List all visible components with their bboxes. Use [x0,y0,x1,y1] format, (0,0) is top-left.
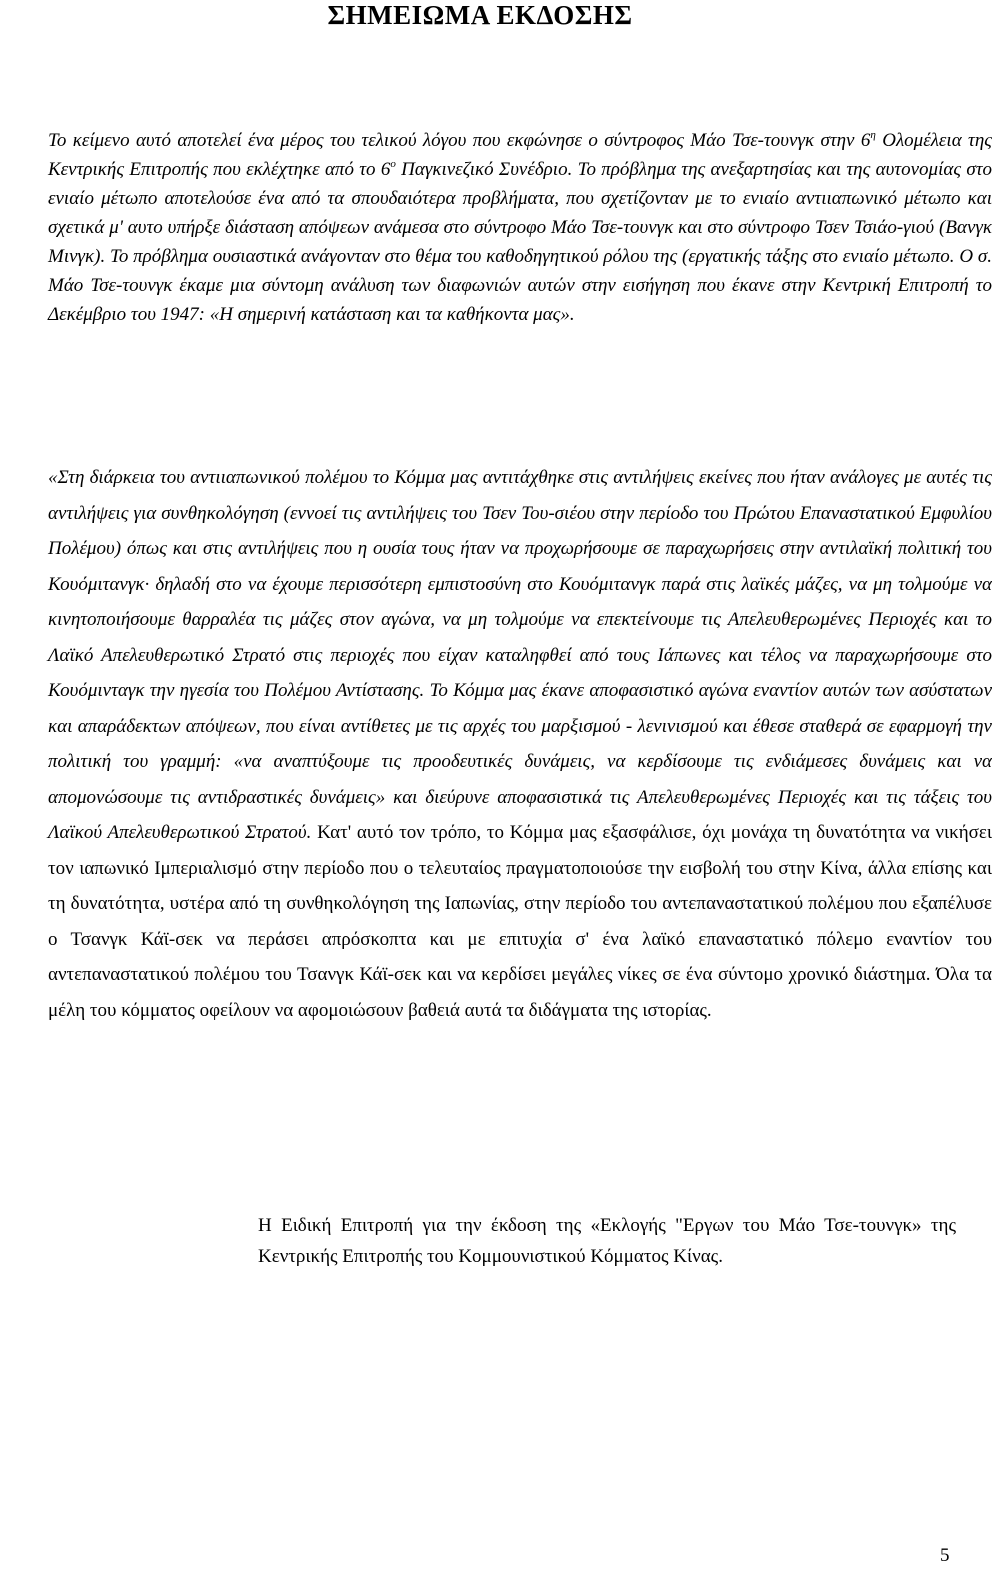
quote-text-italic: «Στη διάρκεια του αντιιαπωνικού πολέμου το Κόμμα μας αντιτάχθηκε στις αντιλήψεις εκείνες που ήταν ανάλογες με αυτές τις αντιλήψεις για συνθηκολόγηση (εννοεί τις αντιλήψεις του Τσεν Του-σιέου στην περίοδο του Πρώτου Επαναστατικού Εμφυλίου Πολέμου) όπως και στις αντιλήψεις που η ουσία τους ήταν να προχωρήσουμε σε παραχωρήσεις στην αντιλαϊκή πολιτική του Κουόμιτανγκ· δηλαδή στο να έχουμε περισσότερη εμπιστοσύνη στο Κουόμιτανγκ παρά στις λαϊκές μάζες, να μη τολμούμε να κινητοποιήσουμε θαρραλέα τις μάζες στον αγώνα, να μη τολμούμε να επεκτείνουμε τις Απελευθερωμένες Περιοχές και το Λαϊκό Απελευθερωτικό Στρατό στις περιοχές που είχαν καταληφθεί από τους Ιάπωνες και τέλος να παραχωρήσουμε στο Κουόμινταγκ την ηγεσία του Πολέμου Αντίστασης. Το Κόμμα μας έκανε αποφασιστικό αγώνα εναντίον αυτών των ασύστατων και απαράδεκτων απόψεων, που είναι αντίθετες με τις αρχές του μαρξισμού - λενινισμού και έθεσε σταθερά σε εφαρμογή την πολιτική του γραμμή: «να αναπτύξουμε τις προοδευτικές δυνάμεις, να κερδίσουμε τις ενδιάμεσες δυνάμεις και να απομονώσουμε τις αντιδραστικές δυνάμεις» και διεύρυνε αποφασιστικά τις Απελευθερωμένες Περιοχές και τις τάξεις του Λαϊκού Απελευθερωτικού Στρατού. [48,467,992,843]
quote-text-upright: Κατ' αυτό τον τρόπο, το Κόμμα μας εξασφάλισε, όχι μονάχα τη δυνατότητα να νικήσει τον ιαπωνικό Ιμπεριαλισμό στην περίοδο που ο τελευταίος πραγματοποιούσε την εισβολή του στην Κίνα, άλλα επίσης και τη δυνατότητα, υστέρα από τη συνθηκολόγηση της Ιαπωνίας, στην περίοδο του αντεπαναστατικού πολέμου που εξαπέλυσε ο Τσανγκ Κάϊ-σεκ να περάσει απρόσκοπτα και με επιτυχία σ' ένα λαϊκό επαναστατικό πόλεμο εναντίον του αντεπαναστατικού πολέμου του Τσανγκ Κάϊ-σεκ και να κερδίσει μεγάλες νίκες σε ένα σύντομο χρονικό διάστημα. Όλα τα μέλη του κόμματος οφείλουν να αφομοιώσουν βαθειά αυτά τα διδάγματα της ιστορίας. [48,822,992,1021]
intro-paragraph [8,126,992,329]
intro-superscript-2: ο [390,158,396,170]
intro-text-part3: Παγκινεζικό Συνέδριο. Το πρόβλημα της ανεξαρτησίας και της αυτονομίας στο ενιαίο μέτωπο αποτελούσε ένα από τα σπουδαιότερα προβλήματα, που σχετίζονταν με το ενιαίο αντιιαπωνικό μέτωπο και σχετικά μ' αυτο υπήρξε διάσταση απόψεων ανάμεσα στο σύντροφο Μάο Τσε-τουνγκ και στο σύντροφο Τσεν Τσιάο-γιού (Βανγκ Μινγκ). Το πρόβλημα ουσιαστικά ανάγονταν στο θέμα του καθοδηγητικού ρόλου της (εργατικής τάξης στο ενιαίο μέτωπο. Ο σ. Μάο Τσε-τουνγκ έκαμε μια σύντομη ανάλυση των διαφωνιών αυτών στην εισήγηση που έκανε στην Κεντρική Επιτροπή το Δεκέμβριο του 1947: «Η σημερινή κατάσταση και τα καθήκοντα μας». [48,159,992,325]
intro-superscript-1: η [870,129,876,141]
page-title: ΣΗΜΕΙΩΜΑ ΕΚΔΟΣΗΣ [327,0,633,30]
page-number: 5 [940,1545,950,1566]
intro-text-part1: Το κείμενο αυτό αποτελεί ένα μέρος του τελικού λόγου που εκφώνησε ο σύντροφος Μάο Τσε-τουνγκ στην 6 [48,130,871,151]
quote-paragraph [8,460,992,1028]
intro-text-part2: Ολομέλεια της Κεντρικής Επιτροπής που εκλέχτηκε από το 6 [48,130,992,180]
signature-block: Η Ειδική Επιτροπή για την έκδοση της «Εκλογής "Εργων του Μάο Τσε-τουνγκ» της Κεντρικής Επιτροπής του Κομμουνιστικού Κόμματος Κίνας. [258,1215,956,1267]
